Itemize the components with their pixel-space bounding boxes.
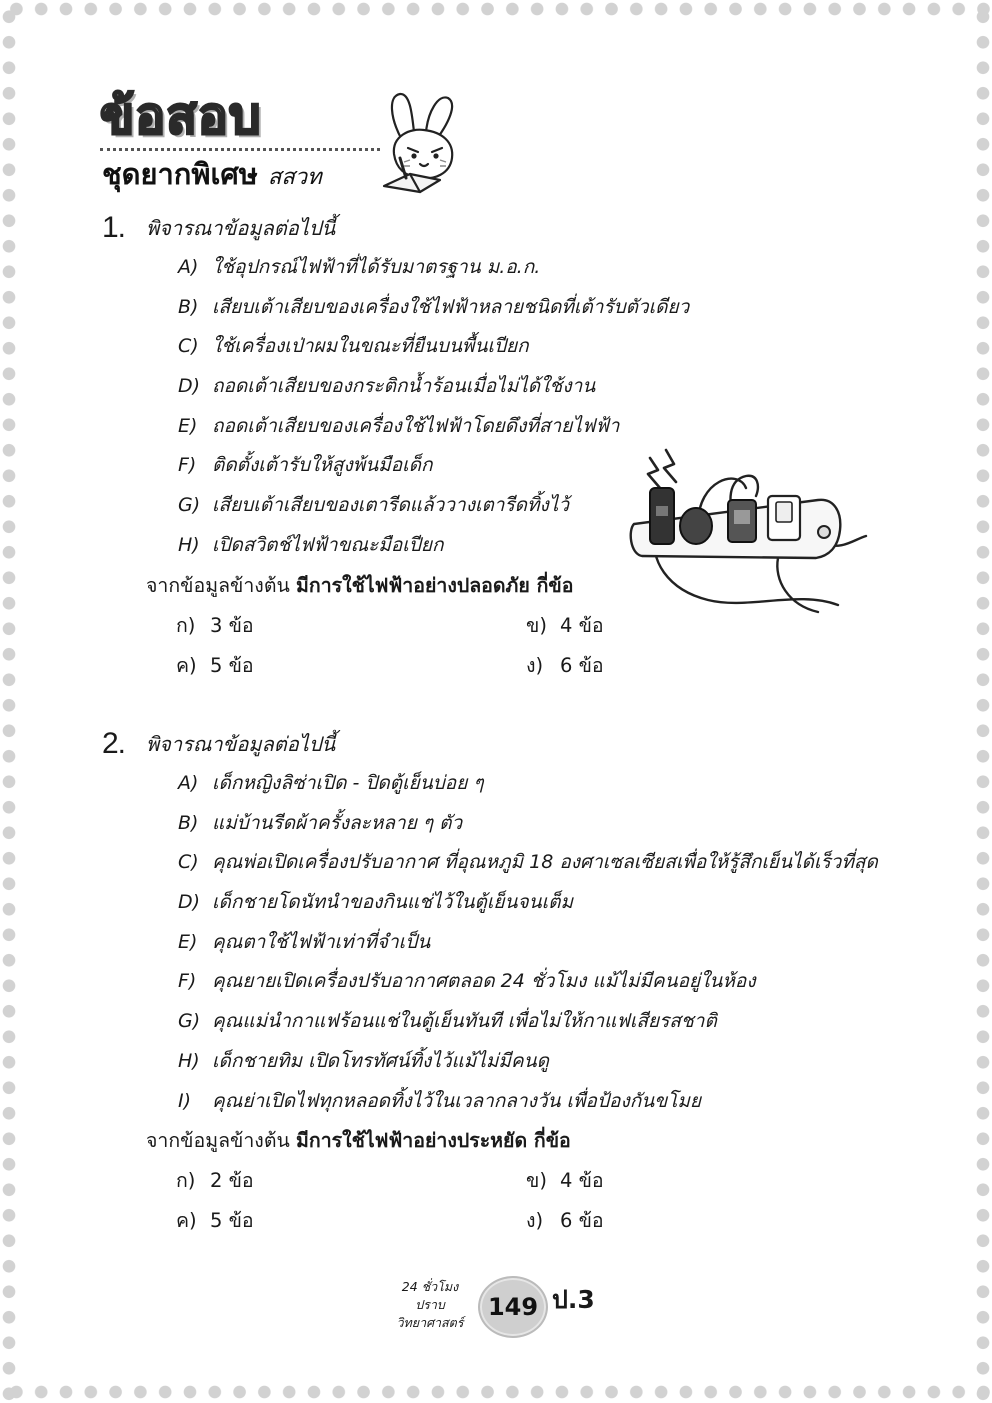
- choice-letter: ก): [176, 1169, 196, 1193]
- grade-label: ป.3: [552, 1285, 595, 1314]
- statement-text: เสียบเต้าเสียบของเครื่องใช้ไฟฟ้าหลายชนิดที่เต้ารับตัวเดียว: [212, 295, 690, 318]
- statement-letter: H): [178, 1049, 200, 1072]
- choice-c[interactable]: [176, 1201, 254, 1241]
- choice-text: 6 ข้อ: [560, 1209, 604, 1233]
- header-divider: [100, 148, 380, 151]
- choice-text: 4 ข้อ: [560, 1169, 604, 1193]
- power-strip-icon: [628, 440, 868, 620]
- statement-text: คุณยายเปิดเครื่องปรับอากาศตลอด 24 ชั่วโมง แม้ไม่มีคนอยู่ในห้อง: [212, 970, 756, 993]
- page-number-badge: [478, 1276, 548, 1338]
- statement-item: [178, 923, 878, 963]
- choice-text: 2 ข้อ: [210, 1169, 254, 1193]
- choice-c[interactable]: [176, 646, 254, 686]
- statement-letter: E): [178, 930, 198, 953]
- ask-prefix: จากข้อมูลข้างต้น: [146, 1129, 290, 1153]
- question-prompt: พิจารณาข้อมูลต่อไปนี้: [146, 216, 336, 240]
- statement-item: [178, 962, 878, 1002]
- statement-item: [178, 407, 689, 447]
- choice-letter: ข): [526, 613, 547, 637]
- statement-item: [178, 843, 878, 883]
- statement-letter: E): [178, 414, 198, 437]
- page-subtitle: [102, 156, 322, 196]
- statement-text: เด็กหญิงลิซ่าเปิด - ปิดตู้เย็นบ่อย ๆ: [212, 772, 484, 794]
- statement-item: [178, 883, 878, 923]
- statement-letter: C): [178, 851, 199, 874]
- statement-item: [178, 327, 689, 367]
- statement-item: [178, 1042, 878, 1082]
- page-title: ข้อสอบ: [100, 87, 262, 145]
- statement-letter: G): [178, 494, 201, 517]
- book-title-line: วิทยาศาสตร์: [396, 1315, 464, 1330]
- statement-item: [178, 1002, 878, 1042]
- choice-letter: ง): [526, 653, 544, 677]
- statement-item: [178, 804, 878, 844]
- border-dots-bottom: [0, 1383, 992, 1401]
- statement-text: ถอดเต้าเสียบของกระติกน้ำร้อนเมื่อไม่ได้ใช้งาน: [212, 375, 596, 398]
- statement-text: คุณย่าเปิดไฟทุกหลอดทิ้งไว้ในเวลากลางวัน เพื่อป้องกันขโมย: [212, 1089, 702, 1112]
- statement-item: [178, 526, 689, 566]
- statement-text: ติดตั้งเต้ารับให้สูงพ้นมือเด็ก: [212, 454, 433, 477]
- choice-b[interactable]: [526, 1161, 604, 1201]
- choice-text: 5 ข้อ: [210, 1209, 254, 1233]
- statement-item: [178, 446, 689, 486]
- choice-d[interactable]: [526, 1201, 604, 1241]
- statement-letter: F): [178, 454, 197, 477]
- choice-letter: ข): [526, 1169, 547, 1193]
- statement-letter: C): [178, 335, 199, 358]
- question-header: [102, 724, 878, 764]
- statement-text: ใช้เครื่องเป่าผมในขณะที่ยืนบนพื้นเปียก: [212, 335, 529, 358]
- question-header: [102, 208, 689, 248]
- ask-bold: มีการใช้ไฟฟ้าอย่างประหยัด กี่ข้อ: [296, 1129, 571, 1153]
- subtitle-text: ชุดยากพิเศษ: [102, 157, 258, 191]
- statement-text: เปิดสวิตช์ไฟฟ้าขณะมือเปียก: [212, 533, 444, 556]
- choice-letter: ค): [176, 1209, 197, 1233]
- border-dots-right: [974, 0, 992, 1403]
- page-footer: [0, 1272, 992, 1342]
- choice-a[interactable]: [176, 1161, 254, 1201]
- statement-text: เสียบเต้าเสียบของเตารีดแล้ววางเตารีดทิ้งไว้: [212, 494, 570, 517]
- question-prompt: พิจารณาข้อมูลต่อไปนี้: [146, 732, 336, 756]
- rabbit-mascot-icon: [380, 88, 464, 196]
- choice-letter: ก): [176, 613, 196, 637]
- statement-text: แม่บ้านรีดผ้าครั้งละหลาย ๆ ตัว: [212, 811, 463, 834]
- statement-item: [178, 248, 689, 288]
- statement-letter: H): [178, 533, 200, 556]
- page-number: 149: [487, 1293, 539, 1321]
- statement-item: [178, 1082, 878, 1122]
- book-title: [380, 1278, 480, 1332]
- ask-prefix: จากข้อมูลข้างต้น: [146, 573, 290, 597]
- statement-text: เด็กชายทิม เปิดโทรทัศน์ทิ้งไว้แม้ไม่มีคนดู: [212, 1049, 549, 1072]
- subject-text: สสวท: [267, 165, 322, 190]
- border-dots-left: [0, 0, 18, 1403]
- border-dots-top: [0, 0, 992, 18]
- question-1: [102, 208, 689, 686]
- question-number: 2.: [102, 727, 126, 760]
- ask-bold: มีการใช้ไฟฟ้าอย่างปลอดภัย กี่ข้อ: [296, 573, 574, 597]
- statement-letter: D): [178, 891, 201, 914]
- choice-text: 5 ข้อ: [210, 653, 254, 677]
- statement-letter: A): [178, 772, 199, 794]
- choice-a[interactable]: [176, 606, 254, 646]
- book-title-line: 24 ชั่วโมง: [401, 1279, 459, 1294]
- statement-item: [178, 486, 689, 526]
- choice-text: 4 ข้อ: [560, 613, 604, 637]
- question-number: 1.: [102, 211, 126, 244]
- choice-letter: ค): [176, 653, 197, 677]
- statement-list: [178, 248, 689, 566]
- statement-letter: D): [178, 375, 201, 398]
- statement-item: [178, 288, 689, 328]
- choice-text: 6 ข้อ: [560, 653, 604, 677]
- statement-letter: F): [178, 970, 197, 993]
- choice-letter: ง): [526, 1209, 544, 1233]
- statement-text: คุณตาใช้ไฟฟ้าเท่าที่จำเป็น: [212, 930, 431, 953]
- statement-text: ใช้อุปกรณ์ไฟฟ้าที่ได้รับมาตรฐาน ม.อ.ก.: [212, 256, 541, 278]
- answer-choices: [176, 1161, 676, 1241]
- question-ask: [146, 566, 689, 606]
- statement-letter: B): [178, 295, 199, 318]
- statement-letter: I): [178, 1089, 192, 1112]
- statement-item: [178, 367, 689, 407]
- question-ask: [146, 1121, 878, 1161]
- question-2: [102, 724, 878, 1241]
- statement-letter: A): [178, 256, 199, 278]
- answer-choices: [176, 606, 676, 686]
- choice-text: 3 ข้อ: [210, 613, 254, 637]
- statement-text: ถอดเต้าเสียบของเครื่องใช้ไฟฟ้าโดยดึงที่สายไฟฟ้า: [212, 414, 620, 437]
- statement-text: เด็กชายโดนัทนำของกินแช่ไว้ในตู้เย็นจนเต็ม: [212, 891, 573, 914]
- statement-letter: B): [178, 811, 199, 834]
- book-title-line: ปราบ: [415, 1297, 445, 1312]
- statement-letter: G): [178, 1010, 201, 1033]
- statement-text: คุณพ่อเปิดเครื่องปรับอากาศ ที่อุณหภูมิ 18 องศาเซลเซียสเพื่อให้รู้สึกเย็นได้เร็วที่สุด: [212, 851, 878, 874]
- statement-list: [178, 764, 878, 1121]
- choice-b[interactable]: [526, 606, 604, 646]
- statement-item: [178, 764, 878, 804]
- statement-text: คุณแม่นำกาแฟร้อนแช่ในตู้เย็นทันที เพื่อไม่ให้กาแฟเสียรสชาติ: [212, 1010, 717, 1033]
- choice-d[interactable]: [526, 646, 604, 686]
